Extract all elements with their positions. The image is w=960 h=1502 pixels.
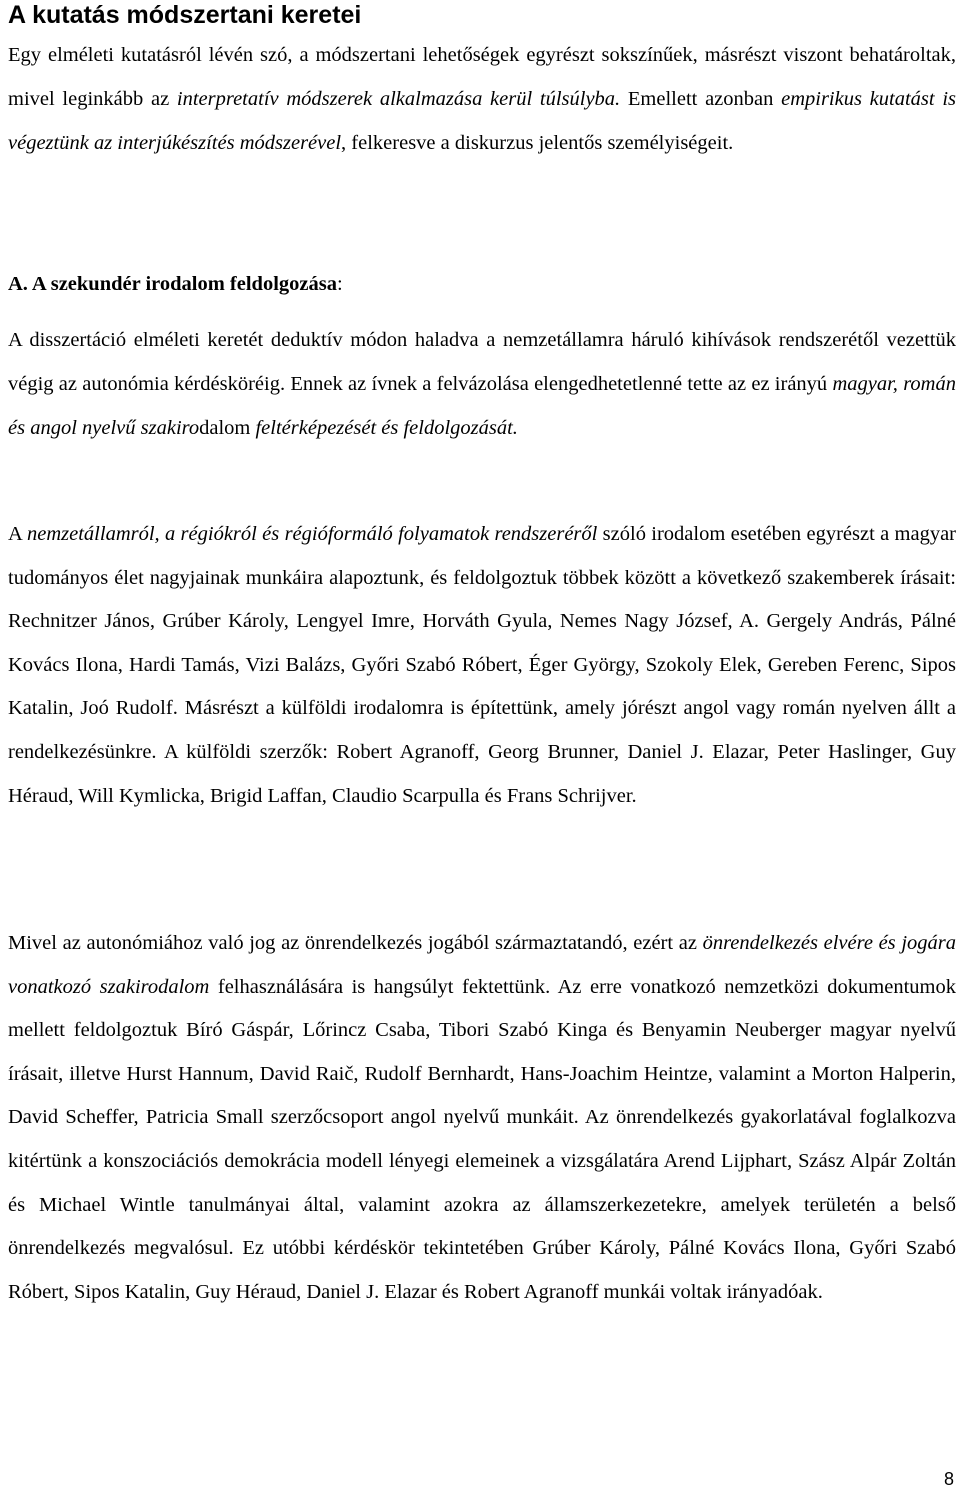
intro-paragraph (8, 33, 956, 165)
paragraph-1 (8, 318, 956, 450)
subheading-colon: : (336, 273, 343, 295)
paragraph-3 (8, 922, 956, 1314)
para1-text-2: Ennek az ívnek a felvázolása elengedhetetlenné tette az ez irányú (285, 373, 833, 395)
para1-text-3: dalom (199, 417, 251, 439)
para1-italic-1: magyar, román és angol nyelvű szakiro (8, 373, 956, 439)
intro-text-2: Emellett azonban (620, 88, 782, 110)
intro-italic-2: empirikus kutatást is végeztünk az interjúkészítés módszerével (8, 88, 956, 154)
para3-text-1: Mivel az autonómiához való jog az önrendelkezés jogából származtatandó, ezért az (8, 932, 703, 954)
paragraph-2 (8, 513, 956, 818)
para3-text-2: felhasználására is hangsúlyt fektettünk. Az erre vonatkozó nemzetközi dokumentumok mellett feldolgoztuk Bíró Gáspár, Lőrincz Csaba, Tibori Szabó Kinga és Benyamin Neuberger magyar nyelvű írásait, illetve Hurst Hannum, David Raič, Rudolf Bernhardt, Hans-Joachim Heintze, valamint a Morton Halperin, David Scheffer, Patricia Small szerzőcsoport angol nyelvű munkáit. Az önrendelkezés gyakorlatával foglalkozva kitértünk a konszociációs demokrácia modell lényegi elemeinek a vizsgálatára Arend Lijphart, Szász Alpár Zoltán és Michael Wintle tanulmányai által, valamint azokra az államszerkezetekre, amelyek területén a belső önrendelkezés megvalósul. Ez utóbbi kérdéskör tekintetében Grúber Károly, Pálné Kovács Ilona, Győri Szabó Róbert, Sipos Katalin, Guy Héraud, Daniel J. Elazar és Robert Agranoff munkái voltak irányadóak. (8, 975, 956, 1303)
page-number: 8 (943, 1469, 954, 1489)
subheading-label: A. A szekundér irodalom feldolgozása (8, 273, 337, 295)
section-title: A kutatás módszertani keretei (8, 1, 362, 29)
para2-text-2: szóló irodalom esetében egyrészt a magyar tudományos élet nagyjainak munkáira alapoztunk, és feldolgoztuk többek között a következő szakemberek írásait: Rechnitzer János, Grúber Károly, Lengyel Imre, Horváth Gyula, Nemes Nagy József, A. Gergely András, Pálné Kovács Ilona, Hardi Tamás, Vizi Balázs, Győri Szabó Róbert, Éger György, Szokoly Elek, Gereben Ferenc, Sipos Katalin, Joó Rudolf. Másrészt a külföldi irodalomra is építettünk, amely jórészt angol vagy román nyelven állt a rendelkezésünkre. A külföldi szerzők: Robert Agranoff, Georg Brunner, Daniel J. Elazar, Peter Haslinger, Guy Héraud, Will Kymlicka, Brigid Laffan, Claudio Scarpulla és Frans Schrijver. (8, 523, 956, 807)
para3-italic-1: önrendelkezés elvére és jogára vonatkozó szakirodalom (8, 932, 956, 998)
para1-text-1: A disszertáció elméleti keretét deduktív módon haladva a nemzetállamra háruló kihívások rendszerétől vezettük végig az autonómia kérdésköréig. (8, 329, 956, 395)
intro-text-3: , felkeresve a diskurzus jelentős személyiségeit. (341, 132, 734, 154)
para2-italic-1: nemzetállamról, a régiókról és régióformáló folyamatok rendszeréről (27, 523, 598, 545)
para2-text-1: A (8, 523, 27, 545)
subheading (8, 262, 343, 306)
para1-italic-2: feltérképezését és feldolgozását. (250, 417, 518, 439)
intro-text-1: Egy elméleti kutatásról lévén szó, a módszertani lehetőségek egyrészt sokszínűek, másrészt viszont behatároltak, mivel leginkább az (8, 44, 956, 110)
intro-italic-1: interpretatív módszerek alkalmazása kerül túlsúlyba. (176, 88, 621, 110)
